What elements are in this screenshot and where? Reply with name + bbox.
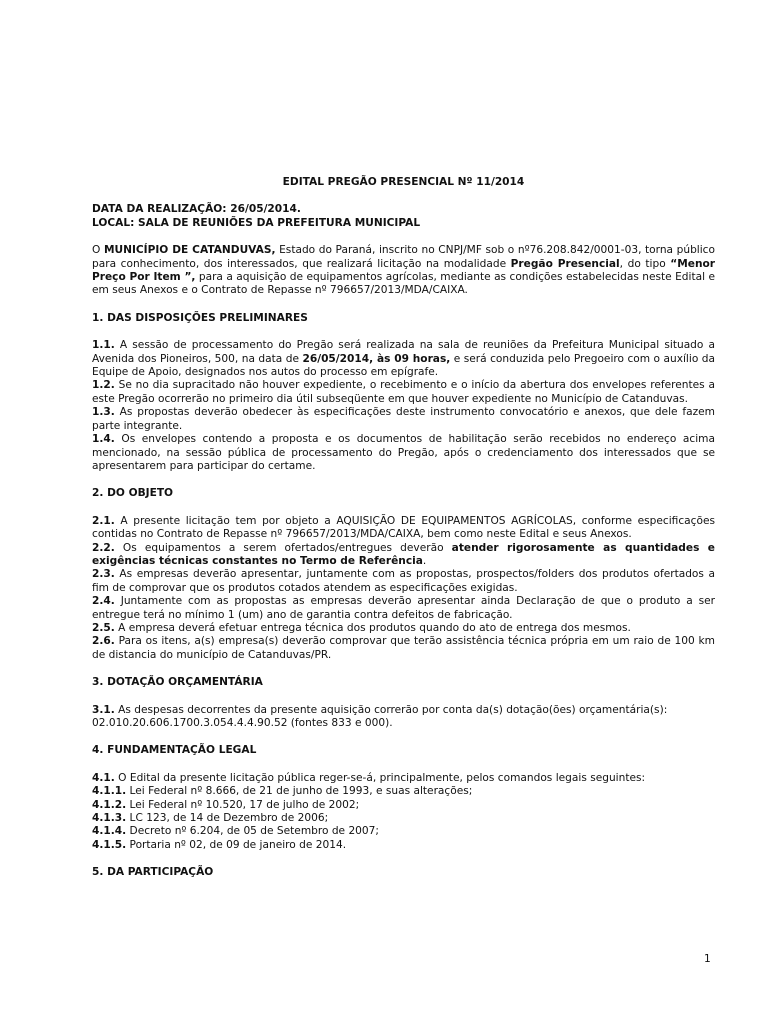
clause-text: O Edital da presente licitação pública reger-se-á, principalmente, pelos comandos legais seguintes: [114,771,646,784]
clause-number: 3.1. [92,703,115,716]
intro-text: Estado do Paraná, inscrito no CNPJ/MF sob o nº76.208.842/0001-03, torna público para conhecimento, dos interessados, que realizará licitação na modalidade [92,244,715,270]
section-3-body [92,704,715,731]
section-2-body [92,515,715,662]
date-line: DATA DA REALIZAÇÃO: 26/05/2014. [92,203,301,216]
clause-1-4 [92,433,715,473]
page-number: 1 [704,953,711,965]
clause-number: 1.3. [92,406,115,419]
clause-text: Portaria nº 02, de 09 de janeiro de 2014. [126,838,347,851]
clause-text: LC 123, de 14 de Dezembro de 2006; [126,812,329,825]
section-heading-5: 5. DA PARTICIPAÇÃO [92,866,214,879]
section-heading-3: 3. DOTAÇÃO ORÇAMENTÁRIA [92,676,263,689]
clause-text: A sessão de processamento do Pregão será realizada na sala de reuniões da Prefeitura Municipal situado a Avenida dos Pioneiros, 500, na data de [92,339,715,365]
clause-number: 2.6. [92,635,115,648]
clause-4-1-4 [92,825,715,838]
intro-municipality: MUNICÍPIO DE CATANDUVAS, [103,244,276,257]
clause-text: Se no dia supracitado não houver expediente, o recebimento e o início da abertura dos envelopes referentes a este Pregão ocorrerão no primeiro dia útil subseqüente em que houver expediente no Município de Catanduvas. [92,379,715,405]
clause-text: Lei Federal nº 10.520, 17 de julho de 2002; [126,798,360,811]
document-title: EDITAL PREGÃO PRESENCIAL Nº 11/2014 [282,176,525,188]
clause-text: . [422,554,427,567]
clause-text: Os envelopes contendo a proposta e os documentos de habilitação serão recebidos no endereço acima mencionado, na sessão pública de processamento do Pregão, após o credenciamento dos interessados que se apresentarem para participar do certame. [92,433,715,472]
clause-date: 26/05/2014, às 09 horas, [302,352,451,365]
clause-2-2 [92,542,715,569]
clause-text: Os equipamentos a serem ofertados/entregues deverão [114,541,452,554]
clause-number: 4.1. [92,771,115,784]
budget-code: 02.010.20.606.1700.3.054.4.4.90.52 (fontes 833 e 000). [92,717,393,729]
clause-4-1-2 [92,799,715,812]
document-page [92,176,715,894]
place-line: LOCAL: SALA DE REUNIÕES DA PREFEITURA MUNICIPAL [92,216,421,229]
clause-number: 2.1. [92,514,115,527]
clause-1-1 [92,339,715,379]
clause-text: A empresa deverá efetuar entrega técnica dos produtos quando do ato de entrega dos mesmos. [114,621,631,634]
clause-number: 1.1. [92,339,115,352]
section-4-body [92,772,715,852]
clause-2-5 [92,622,715,635]
clause-4-1-5 [92,839,715,852]
intro-type: “Menor Preço Por Item ”, [92,257,715,284]
section-heading-2: 2. DO OBJETO [92,487,174,500]
clause-number: 2.3. [92,568,115,581]
clause-2-1 [92,515,715,542]
clause-2-3 [92,568,715,595]
clause-4-1-3 [92,812,715,825]
clause-emphasis: atender rigorosamente as quantidades e exigências técnicas constantes no Termo de Referência [92,541,715,567]
clause-number: 4.1.4. [92,825,127,838]
clause-number: 2.5. [92,621,115,634]
clause-text: As empresas deverão apresentar, juntamente com as propostas, prospectos/folders dos produtos ofertados a fim de comprovar que os produtos cotados atendem as especificações exigidas. [92,568,715,594]
clause-number: 2.2. [92,541,115,554]
intro-text: , do tipo [619,257,671,270]
clause-number: 4.1.1. [92,785,127,798]
clause-1-2 [92,379,715,406]
intro-text: para a aquisição de equipamentos agrícolas, mediante as condições estabelecidas neste Edital e em seus Anexos e o Contrato de Repasse nº 796657/2013/MDA/CAIXA. [92,271,715,297]
clause-text: Lei Federal nº 8.666, de 21 de junho de 1993, e suas alterações; [126,785,473,798]
clause-3-1 [92,704,715,717]
clause-4-1 [92,772,715,785]
intro-text: O [92,244,104,257]
clause-text: As despesas decorrentes da presente aquisição correrão por conta da(s) dotação(ões) orçamentária(s): [114,703,668,716]
clause-1-3 [92,406,715,433]
clause-text: Para os itens, a(s) empresa(s) deverão comprovar que terão assistência técnica própria em um raio de 100 km de distancia do município de Catanduvas/PR. [92,635,715,661]
clause-4-1-1 [92,785,715,798]
clause-number: 2.4. [92,595,115,608]
intro-modality: Pregão Presencial [510,257,620,270]
clause-text: Decreto nº 6.204, de 05 de Setembro de 2007; [126,825,379,838]
clause-number: 1.2. [92,379,115,392]
clause-text: A presente licitação tem por objeto a AQUISIÇÃO DE EQUIPAMENTOS AGRÍCOLAS, conforme especificações contidas no Contrato de Repasse nº 796657/2013/MDA/CAIXA, bem como neste Edital e seus Anexos. [92,514,715,541]
section-heading-4: 4. FUNDAMENTAÇÃO LEGAL [92,744,257,757]
clause-number: 4.1.2. [92,798,127,811]
header-block [92,203,715,230]
clause-text: e será conduzida pelo Pregoeiro com o auxílio da Equipe de Apoio, designados nos autos do processo em epígrafe. [92,352,715,379]
section-1-body [92,339,715,473]
clause-number: 4.1.5. [92,838,127,851]
section-heading-1: 1. DAS DISPOSIÇÕES PRELIMINARES [92,311,308,324]
clause-number: 1.4. [92,433,115,446]
clause-2-6 [92,635,715,662]
intro-paragraph [92,244,715,298]
clause-text: As propostas deverão obedecer às especificações deste instrumento convocatório e anexos, que dele fazem parte integrante. [92,406,715,432]
clause-2-4 [92,595,715,622]
clause-text: Juntamente com as propostas as empresas deverão apresentar ainda Declaração de que o produto a ser entregue terá no mínimo 1 (um) ano de garantia contra defeitos de fabricação. [92,595,715,621]
clause-number: 4.1.3. [92,812,127,825]
